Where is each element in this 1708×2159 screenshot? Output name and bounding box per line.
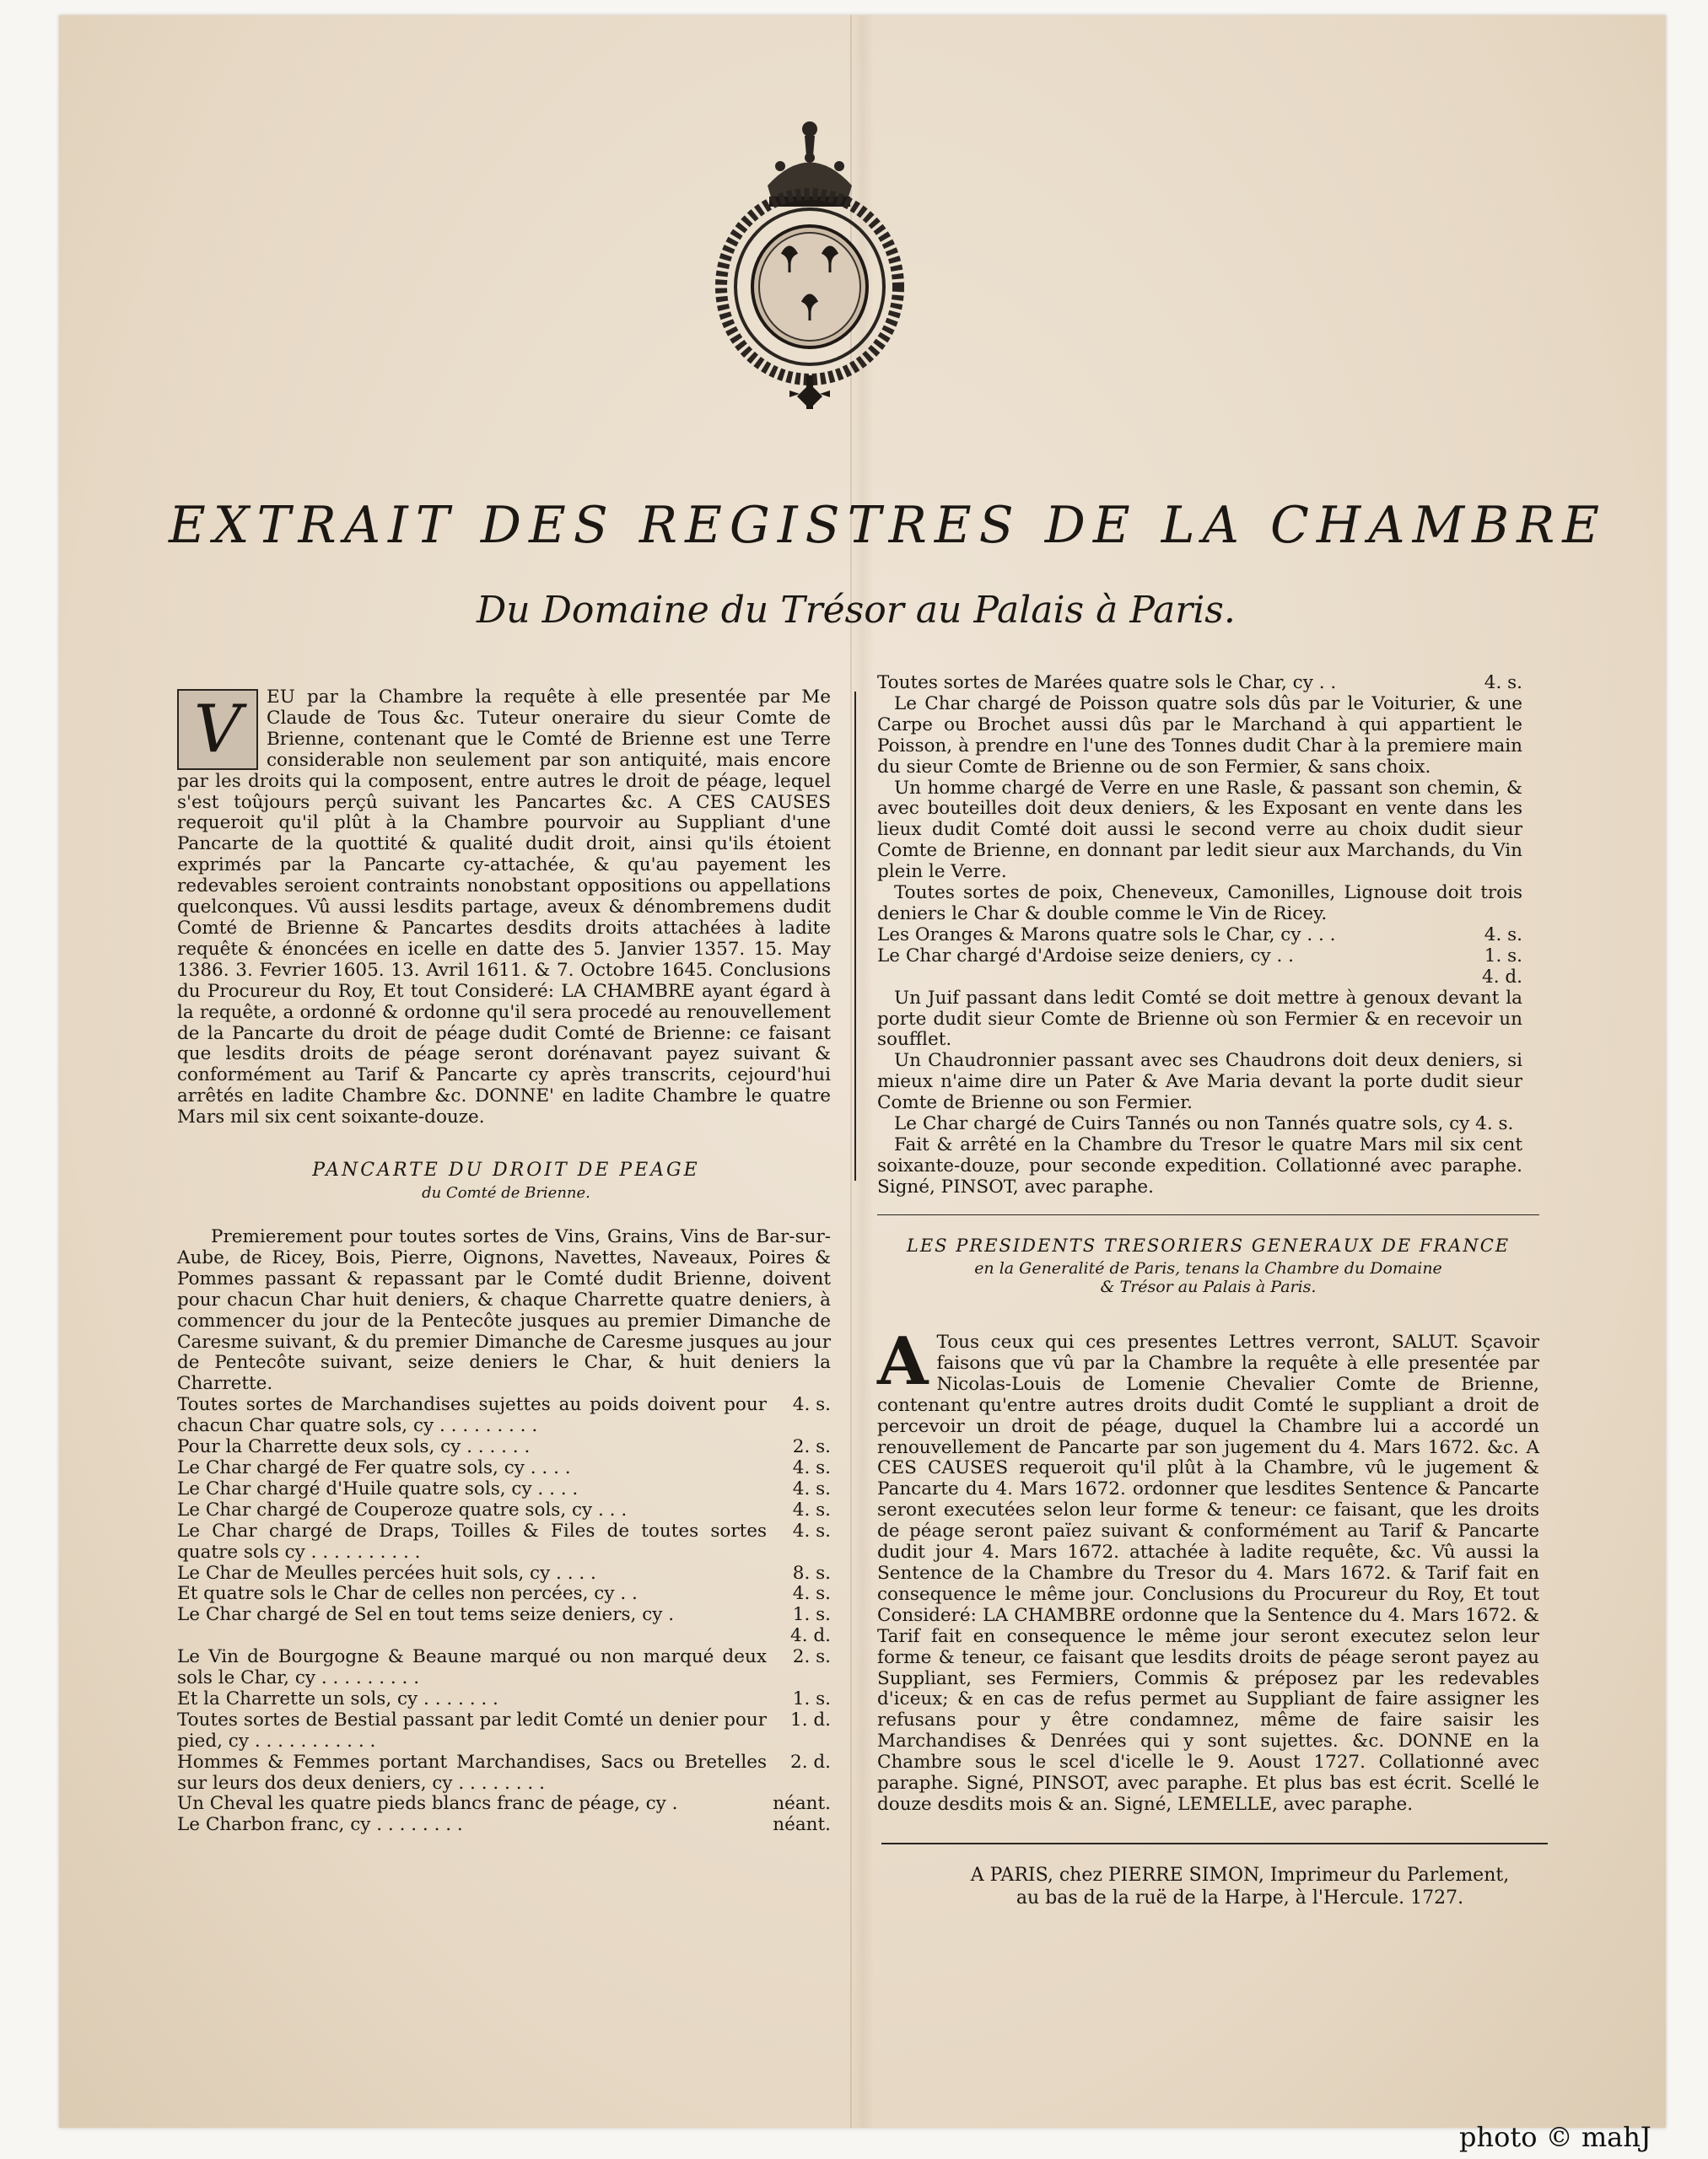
printer-imprint <box>936 1864 1544 1909</box>
tariff-amount: 2. s. <box>792 1646 831 1668</box>
tariff-row <box>177 1794 831 1815</box>
tariff-amount: 4. s. <box>1484 672 1522 693</box>
tariff-amount: 4. s. <box>792 1456 831 1478</box>
tariff-amount: 1. s. 4. d. <box>790 1604 831 1647</box>
tariff-amount: néant. <box>773 1793 831 1815</box>
tariff-amount: 2. d. <box>790 1751 831 1773</box>
tariff-amount: 8. s. <box>792 1562 831 1584</box>
tariff-item: Toutes sortes de Bestial passant par ledit Comté un denier pour pied, cy . . . . . . . . . . . <box>177 1709 767 1752</box>
tariff-item: Toutes sortes de Marchandises sujettes au poids doivent pour chacun Char quatre sols, cy . . . . . . . . . <box>177 1394 767 1437</box>
tariff-amount: 4. s. <box>792 1394 831 1416</box>
tariff-intro: Premierement pour toutes sortes de Vins, Grains, Vins de Bar-sur-Aube, de Ricey, Bois, Pierre, Oignons, Navettes, Naveaux, Poires & Pommes passant & repassant par le Comté dudit Brienne, doivent pour chacun Char huit deniers, & chaque Charrette quatre deniers, à commencer du jour de la Pentecôte jusques au premier Dimanche de Caresme suivant, & du premier Dimanche de Caresme jusques au jour de Pentecôte suivant, seize deniers le Char, & huit deniers la Charrette. <box>177 1226 831 1395</box>
tariff-item: Et la Charrette un sols, cy . . . . . . . <box>177 1688 498 1709</box>
tariff-list <box>177 1395 831 1836</box>
tariff-amount: 1. s. 4. d. <box>1482 945 1522 988</box>
tariff-row <box>177 1437 831 1458</box>
tariff-item: Toutes sortes de Marées quatre sols le Char, cy . . <box>877 672 1337 693</box>
tariff-amount: 2. s. <box>792 1436 831 1458</box>
tariff-note: Un Chaudronnier passant avec ses Chaudrons doit deux deniers, si mieux n'aime dire un Pater & Ave Maria devant la porte dudit sieur Comte de Brienne ou son Fermier. <box>877 1050 1522 1114</box>
tariff-amount: 1. d. <box>790 1709 831 1731</box>
tariff-note: Toutes sortes de poix, Cheneveux, Camonilles, Lignouse doit trois deniers le Char & double comme le Vin de Ricey. <box>877 882 1522 924</box>
presidents-subtitle-line-2: & Trésor au Palais à Paris. <box>1100 1278 1317 1296</box>
tariff-item: Le Char de Meulles percées huit sols, cy . . . . <box>177 1562 596 1584</box>
tariff-item: Le Char chargé d'Huile quatre sols, cy . . . . <box>177 1478 579 1499</box>
tariff-item: Et quatre sols le Char de celles non percées, cy . . <box>177 1583 638 1605</box>
tariff-notes-right-b <box>877 988 1522 1198</box>
tariff-row <box>177 1458 831 1479</box>
presidents-title: LES PRESIDENTS TRESORIERS GENERAUX DE FRANCE <box>906 1236 1511 1256</box>
tariff-amount: 1. s. <box>792 1688 831 1709</box>
tariff-row <box>177 1689 831 1710</box>
document-subtitle: Du Domaine du Trésor au Palais à Paris. <box>477 589 1236 632</box>
imprint-line-1: A PARIS, chez PIERRE SIMON, Imprimeur du Parlement, <box>970 1865 1510 1886</box>
tariff-row <box>177 1564 831 1585</box>
tariff-amount: 4. s. <box>792 1583 831 1605</box>
tariff-item: Le Char chargé de Couperoze quatre sols, cy . . . <box>177 1499 628 1521</box>
tariff-row <box>877 946 1522 988</box>
tariff-item: Le Char chargé d'Ardoise seize deniers, cy . . <box>877 945 1294 966</box>
tariff-item: Les Oranges & Marons quatre sols le Char, cy . . . <box>877 923 1336 945</box>
royal-coat-of-arms-icon <box>709 105 911 443</box>
tariff-row <box>177 1815 831 1836</box>
tariff-notes-right-a <box>877 694 1522 925</box>
pancarte-subtitle: du Comté de Brienne. <box>422 1184 590 1202</box>
tariff-note: Le Char chargé de Poisson quatre sols dûs par le Voiturier, & une Carpe ou Brochet aussi dûs par le Marchand à qui appartient le Poisson, à prendre en l'une des Tonnes dudit Char à la premiere main du sieur Comte de Brienne ou de son Fermier, & sans choix. <box>877 692 1522 778</box>
tariff-row <box>177 1395 831 1437</box>
tariff-row <box>177 1710 831 1753</box>
tariff-amount: 4. s. <box>792 1478 831 1499</box>
tariff-row <box>877 673 1522 694</box>
photo-credit: photo © mahJ <box>1459 2121 1651 2153</box>
imprint-rule <box>881 1843 1548 1844</box>
tariff-item: Le Char chargé de Draps, Toilles & Files de toutes sortes quatre sols cy . . . . . . . . . . <box>177 1520 767 1563</box>
tariff-item: Le Char chargé de Sel en tout tems seize deniers, cy . <box>177 1604 675 1626</box>
presidents-subtitle <box>877 1259 1539 1296</box>
left-column-decree <box>177 687 831 1128</box>
tariff-item: Le Charbon franc, cy . . . . . . . . <box>177 1814 463 1836</box>
dropcap-v: V <box>177 689 258 770</box>
tariff-list-right-b <box>877 925 1522 988</box>
tariff-list-right-a <box>877 673 1522 694</box>
tariff-amount: 4. s. <box>792 1499 831 1521</box>
tariff-item: Le Vin de Bourgogne & Beaune marqué ou non marqué deux sols le Char, cy . . . . . . . . . <box>177 1646 767 1689</box>
tariff-note: Un Juif passant dans ledit Comté se doit mettre à genoux devant la porte dudit sieur Comte de Brienne où son Fermier & en recevoir un soufflet. <box>877 987 1522 1051</box>
tariff-amount: 4. s. <box>792 1520 831 1542</box>
tariff-item: Le Char chargé de Fer quatre sols, cy . . . . <box>177 1456 571 1478</box>
tariff-row <box>177 1584 831 1605</box>
document-title: EXTRAIT DES REGISTRES DE LA CHAMBRE <box>169 496 1608 555</box>
decree-paragraph: EU par la Chambre la requête à elle presentée par Me Claude de Tous &c. Tuteur oneraire du sieur Comte de Brienne, contenant que le Comté de Brienne est une Terre considerable non seulement par son antiquité, mais encore par les droits qui la composent, entre autres le droit de péage, lequel s'est toûjours perçû suivant les Pancartes &c. A CES CAUSES requeroit qu'il plût à la Chambre pourvoir au Suppliant d'une Pancarte de la quottité & qualité dudit droit, ainsi qu'ils étoient exprimés par la Pancarte cy-attachée, & qu'au payement les redevables seroient contraints nonobstant oppositions ou appellations quelconques. Vû aussi lesdits partage, aveux & dénombremens dudit Comté de Brienne & Pancartes desdits droits attachées à ladite requête & énoncées en icelle en datte des 5. Janvier 1357. 15. May 1386. 3. Fevrier 1605. 13. Avril 1611. & 7. Octobre 1645. Conclusions du Procureur du Roy, Et tout Consideré: LA CHAMBRE ayant égard à la requête, a ordonné & ordonne qu'il sera procedé au renouvellement de la Pancarte du droit de péage dudit Comté de Brienne: ce faisant que lesdits droits de péage seront dorénavant payez suivant & conformément au Tarif & Pancarte cy après transcrits, cejourd'hui arrêtés en ladite Chambre &c. DONNE' en ladite Chambre le quatre Mars mil six cent soixante-douze. <box>177 686 831 1128</box>
tariff-row <box>177 1500 831 1521</box>
tariff-amount: néant. <box>773 1814 831 1836</box>
imprint-line-2: au bas de la ruë de la Harpe, à l'Hercule. 1727. <box>1016 1887 1464 1909</box>
tariff-row <box>177 1647 831 1689</box>
right-column-letters <box>877 1323 1539 1816</box>
tariff-note: Fait & arrêté en la Chambre du Tresor le quatre Mars mil six cent soixante-douze, pour seconde expedition. Collationné avec paraphe. Signé, PINSOT, avec paraphe. <box>877 1133 1522 1198</box>
tariff-note: Un homme chargé de Verre en une Rasle, & passant son chemin, & avec bouteilles doit deux deniers, & les Exposant en vente dans les lieux dudit Comté doit aussi le second verre au choix dudit sieur Comte de Brienne, en donnant par ledit sieur aux Marchands, du Vin plein le Verre. <box>877 777 1522 883</box>
tariff-item: Hommes & Femmes portant Marchandises, Sacs ou Bretelles sur leurs dos deux deniers, cy . . . . . . . . <box>177 1751 767 1794</box>
tariff-item: Un Cheval les quatre pieds blancs franc de péage, cy . <box>177 1793 678 1815</box>
column-divider <box>854 692 856 1181</box>
left-column-tariff <box>177 1227 831 1836</box>
right-column-tariff <box>877 673 1522 1198</box>
tariff-row <box>177 1753 831 1795</box>
tariff-row <box>177 1479 831 1500</box>
presidents-subtitle-line-1: en la Generalité de Paris, tenans la Chambre du Domaine <box>974 1259 1442 1278</box>
tariff-amount: 4. s. <box>1484 923 1522 945</box>
tariff-row <box>877 925 1522 946</box>
pancarte-title: PANCARTE DU DROIT DE PEAGE <box>312 1160 700 1181</box>
divider-rule <box>877 1214 1539 1215</box>
tariff-note: Le Char chargé de Cuirs Tannés ou non Tannés quatre sols, cy 4. s. <box>894 1113 1514 1135</box>
dropcap-a: A <box>877 1323 929 1400</box>
letters-paragraph: Tous ceux qui ces presentes Lettres verront, SALUT. Sçavoir faisons que vû par la Chambre la requête à elle presentée par Nicolas-Louis de Lomenie Chevalier Comte de Brienne, contenant qu'entre autres droits dudit Comté le suppliant a droit de percevoir un droit de péage, duquel la Chambre lui a accordé un renouvellement de Pancarte par son jugement du 4. Mars 1672. &c. A CES CAUSES requeroit qu'il plût à la Chambre, vû le jugement & Pancarte du 4. Mars 1672. ordonner que lesdites Sentence & Pancarte seront executées selon leur forme & teneur: ce faisant, que les droits de péage seront païez suivant & conformément au Tarif & Pancarte dudit jour 4. Mars 1672. attachée à ladite requête, &c. Vû aussi la Sentence de la Chambre du Tresor du 4. Mars 1672. & Tarif fait en consequence le même jour. Conclusions du Procureur du Roy, Et tout Consideré: LA CHAMBRE ordonne que la Sentence du 4. Mars 1672. & Tarif fait en consequence le même jour seront executez selon leur forme & teneur, ce faisant que lesdits droits de péage seront payez au Suppliant, ses Fermiers, Commis & préposez par les redevables d'iceux; & en cas de refus permet au Suppliant de faire assigner les refusans pour y être condamnez, même de faire saisir les Marchandises & Denrées qui y sont sujettes. &c. DONNE en la Chambre sous le scel d'icelle le 9. Aoust 1727. Collationné avec paraphe. Signé, PINSOT, avec paraphe. Et plus bas est écrit. Scellé le douze desdits mois & an. Signé, LEMELLE, avec paraphe. <box>877 1332 1539 1815</box>
tariff-row <box>177 1521 831 1564</box>
tariff-row <box>177 1605 831 1647</box>
tariff-item: Pour la Charrette deux sols, cy . . . . . . <box>177 1436 531 1458</box>
